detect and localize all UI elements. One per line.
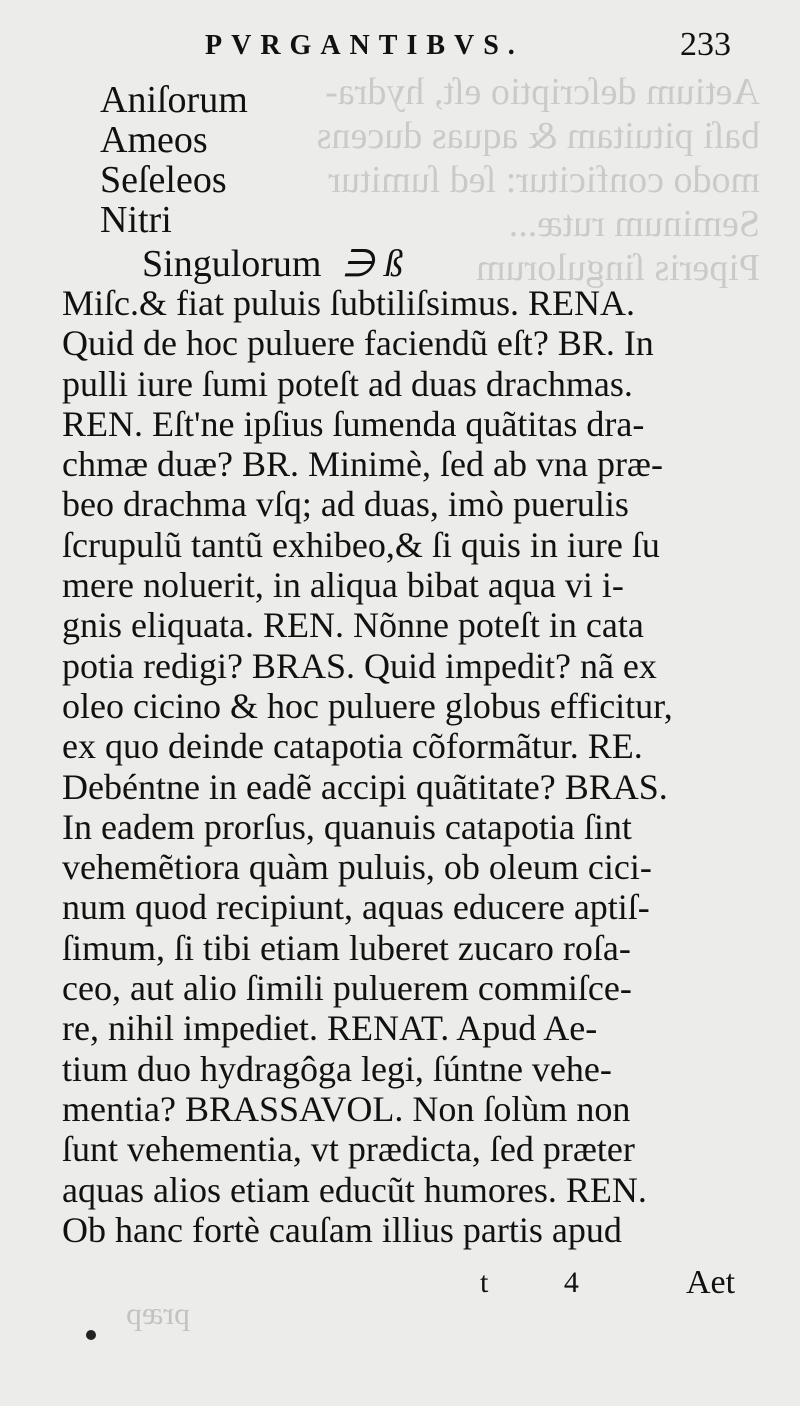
page-number: 233 (680, 26, 731, 63)
text-line: ceo, aut alio ſimili puluerem commiſce- (62, 968, 632, 1009)
text-line: Debéntne in eadẽ accipi quãtitate? BRAS. (62, 766, 668, 807)
ink-spot (86, 1330, 96, 1340)
text-line: gnis eliquata. REN. Nõnne poteſt in cata (62, 605, 644, 646)
text-line: In eadem prorſus, quanuis catapotia ſint (62, 806, 632, 847)
dose-label: Singulorum (142, 243, 322, 285)
text-line: ſunt vehementia, vt prædicta, ſed præter (62, 1129, 635, 1170)
ingredient-item: Aniſorum (100, 79, 248, 121)
text-line: potia redigi? BRAS. Quid impedit? nã ex (62, 645, 657, 686)
text-line: ſcrupulũ tantũ exhibeo,& ſi quis in iure ſu (62, 524, 660, 565)
body-text (62, 283, 742, 1250)
text-line: vehemẽtiora quàm puluis, ob oleum cici- (62, 847, 652, 888)
ingredient-item: Nitri (100, 199, 172, 241)
bleed-through-footer: præp (126, 1295, 190, 1331)
ingredient-list (100, 80, 403, 284)
text-line: ſimum, ſi tibi etiam luberet zucaro roſa- (62, 927, 631, 968)
catchword: Aet (686, 1264, 736, 1301)
text-line: Ob hanc fortè cauſam illius partis apud (62, 1209, 622, 1250)
text-line: Quid de hoc puluere faciendũ eſt? BR. In (62, 323, 654, 364)
text-line: tium duo hydragôga legi, ſúntne vehe- (62, 1048, 612, 1089)
ingredient-item: Ameos (100, 119, 208, 161)
page-header (0, 22, 800, 72)
bleed-through-text: Aetium deſcriptio eſt, hydra- baſi pituitam & aquas ducens modo conficitur: ſed ſumitur Seminum rutæ... Piperis ſingulorum (316, 71, 760, 289)
text-line: mentia? BRASSAVOL. Non ſolùm non (62, 1088, 631, 1129)
text-line: beo drachma vſq; ad duas, imò puerulis (62, 484, 629, 525)
text-line: aquas alios etiam educũt humores. REN. (62, 1169, 647, 1210)
text-line: chmæ duæ? BR. Minimè, ſed ab vna præ- (62, 444, 663, 485)
running-head: PVRGANTIBVS. (205, 30, 524, 61)
text-line: Miſc.& fiat puluis ſubtiliſsimus. RENA. (62, 283, 636, 323)
dose-symbol: ∋ ß (341, 243, 404, 285)
text-line: REN. Eſt'ne ipſius ſumenda quãtitas dra- (62, 403, 645, 444)
ingredient-item: Seſeleos (100, 159, 227, 201)
text-line: oleo cicino & hoc puluere globus efficitur, (62, 685, 673, 726)
dose-line (100, 244, 403, 284)
text-line: ex quo deinde catapotia cõformãtur. RE. (62, 726, 643, 767)
text-line: pulli iure ſumi poteſt ad duas drachmas. (62, 363, 633, 404)
page-footer (0, 1262, 800, 1322)
text-line: mere noluerit, in aliqua bibat aqua vi i- (62, 565, 624, 606)
text-line: re, nihil impediet. RENAT. Apud Ae- (62, 1008, 598, 1049)
text-line: num quod recipiunt, aquas educere aptiſ- (62, 887, 650, 928)
signature-mark: t 4 (480, 1266, 613, 1299)
